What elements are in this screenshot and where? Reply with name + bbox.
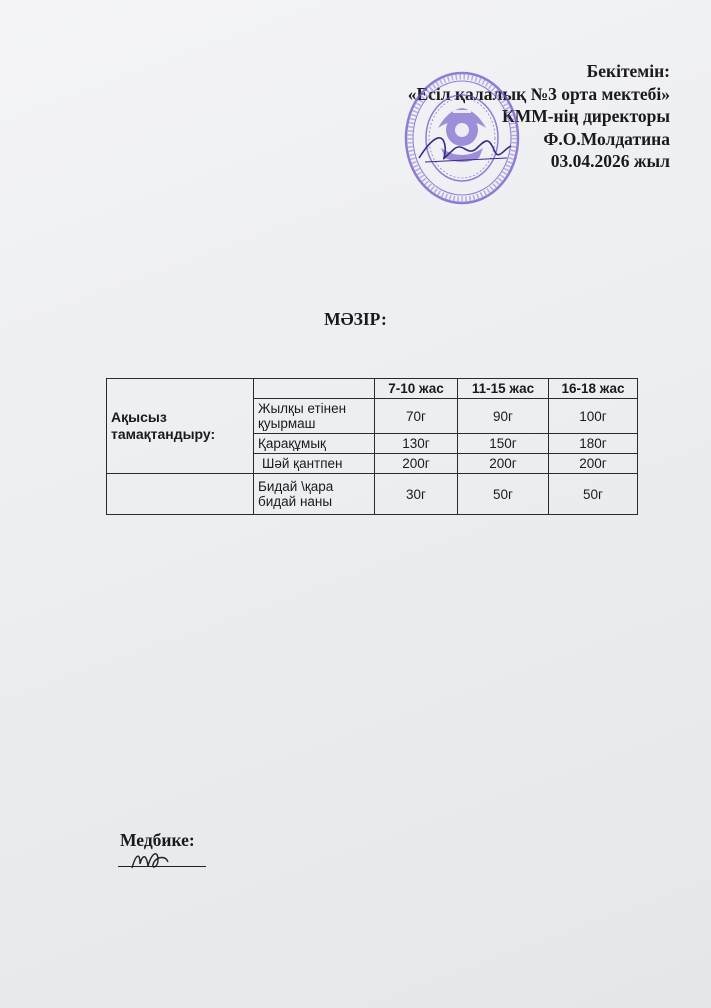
portion-value: 70г xyxy=(375,399,458,434)
age-group-3: 16-18 жас xyxy=(549,379,638,399)
age-group-2: 11-15 жас xyxy=(458,379,549,399)
nurse-signature-icon xyxy=(128,848,172,874)
portion-value: 90г xyxy=(458,399,549,434)
nurse-signature-line xyxy=(118,866,206,867)
portion-value: 200г xyxy=(375,454,458,474)
menu-table xyxy=(106,378,638,515)
portion-value: 30г xyxy=(375,474,458,515)
empty-header-cell xyxy=(254,379,375,399)
table-row xyxy=(107,474,638,515)
portion-value: 100г xyxy=(549,399,638,434)
portion-value: 50г xyxy=(549,474,638,515)
section-label: Ақысыз тамақтандыру: xyxy=(107,379,254,474)
approval-heading: Бекітемін: xyxy=(586,61,670,81)
age-group-1: 7-10 жас xyxy=(375,379,458,399)
portion-value: 130г xyxy=(375,434,458,454)
food-item: Шәй қантпен xyxy=(254,454,375,474)
director-position: КММ-нің директоры xyxy=(502,106,670,126)
portion-value: 50г xyxy=(458,474,549,515)
portion-value: 200г xyxy=(458,454,549,474)
food-item: Жылқы етінен қуырмаш xyxy=(254,399,375,434)
director-name: Ф.О.Молдатина xyxy=(543,128,670,149)
page-title: МӘЗІР: xyxy=(324,309,387,329)
food-item: Бидай \қара бидай наны xyxy=(254,474,375,515)
nurse-label: Медбике: xyxy=(120,830,195,850)
approval-date: 03.04.2026 жыл xyxy=(550,151,670,171)
empty-label-cell xyxy=(107,474,254,515)
director-signature-icon xyxy=(415,128,515,168)
portion-value: 150г xyxy=(458,434,549,454)
food-item: Қарақұмық xyxy=(254,434,375,454)
school-name: «Есіл қалалық №3 орта мектебі» xyxy=(407,83,670,104)
portion-value: 180г xyxy=(549,434,638,454)
portion-value: 200г xyxy=(549,454,638,474)
